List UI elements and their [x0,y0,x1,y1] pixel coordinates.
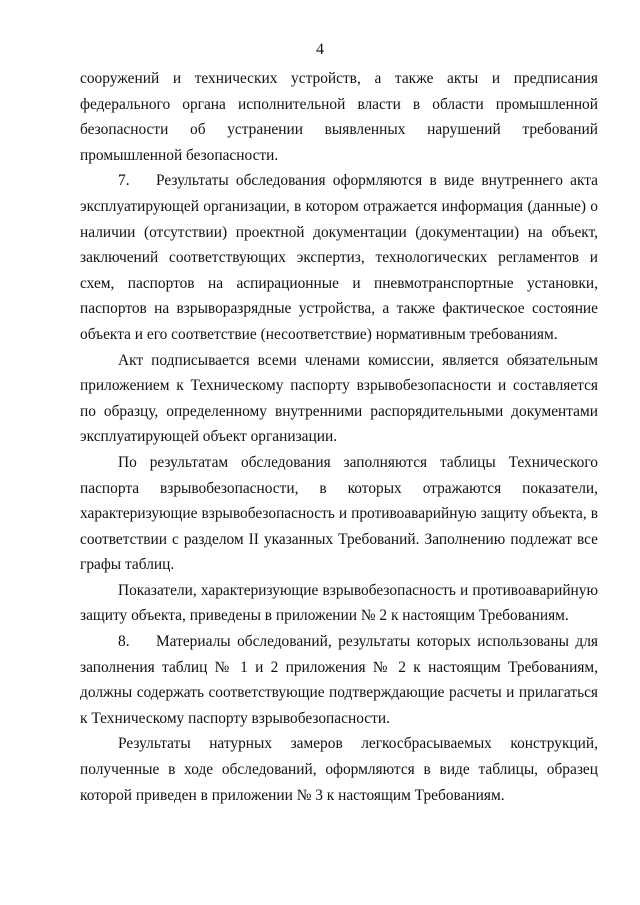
page-number: 4 [316,41,324,58]
paragraph-indicators: Показатели, характеризующие взрывобезопасность и противоаварийную защиту объекта, приведены в приложении № 2 к настоящим Требованиям. [80,581,598,625]
paragraph-item-7 [80,168,598,347]
paragraph-text: Материалы обследований, результаты которых использованы для заполнения таблиц № 1 и 2 приложения № 2 к настоящим Требованиям, должны содержать соответствующие подтверждающие расчеты и прилагаться к Техническому паспорту взрывобезопасности. [80,633,598,727]
paragraph-measurements: Результаты натурных замеров легкосбрасываемых конструкций, полученные в ходе обследований, оформляются в виде таблицы, образец которой приведен в приложении № 3 к настоящим Требованиям. [80,735,598,804]
item-number: 8. [118,633,130,651]
paragraph-act-signing: Акт подписывается всеми членами комиссии, является обязательным приложением к Техническому паспорту взрывобезопасности и составляется по образцу, определенному внутренними распорядительными документами эксплуатирующей объект организации. [80,351,598,446]
item-number: 7. [118,172,130,190]
paragraph-item-8 [80,629,598,731]
paragraph-continuation: сооружений и технических устройств, а также акты и предписания федерального органа исполнительной власти в области промышленной безопасности об устранении выявленных нарушений требований промышленной безопасности. [80,70,598,164]
paragraph-tables-filling: По результатам обследования заполняются таблицы Технического паспорта взрывобезопасности, в которых отражаются показатели, характеризующие взрывобезопасность и противоаварийную защиту объекта, в соответствии с разделом II указанных Требований. Заполнению подлежат все графы таблиц. [80,453,598,574]
document-body [80,66,598,808]
paragraph-text: Результаты обследования оформляются в виде внутреннего акта эксплуатирующей организации, в котором отражается информация (данные) о наличии (отсутствии) проектной документации (документации) на объект, заключений соответствующих экспертиз, технологических регламентов и схем, паспортов на аспирационные и пневмотранспортные установки, паспортов на взрыворазрядные устройства, а также фактическое состояние объекта и его соответствие (несоответствие) нормативным требованиям. [80,172,598,343]
